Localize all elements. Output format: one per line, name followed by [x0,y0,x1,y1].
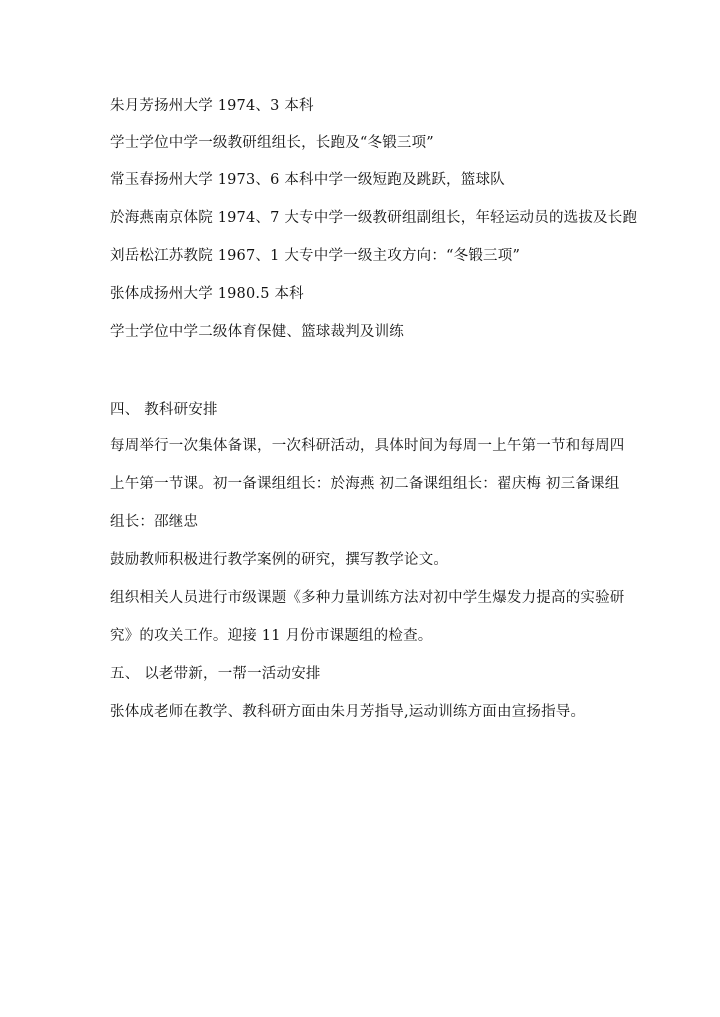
staff-line-6: 张体成扬州大学 1980.5 本科 [110,286,304,302]
section4-para3-line1: 组织相关人员进行市级课题《多种力量训练方法对初中学生爆发力提高的实验研 [110,590,625,606]
section4-heading: 四、 教科研安排 [110,402,218,418]
staff-line-4: 於海燕南京体院 1974、7 大专中学一级教研组副组长，年轻运动员的选拔及长跑 [110,210,638,226]
staff-line-5: 刘岳松江苏教院 1967、1 大专中学一级主攻方向：“冬锻三项” [110,248,521,264]
section4-para1-line2: 上午第一节课。初一备课组组长：於海燕 初二备课组组长：翟庆梅 初三备课组 [110,476,620,492]
section4-para1-line1: 每周举行一次集体备课，一次科研活动，具体时间为每周一上午第一节和每周四 [110,438,625,454]
staff-line-3: 常玉春扬州大学 1973、6 本科中学一级短跑及跳跃，篮球队 [110,172,505,188]
section5-heading: 五、 以老带新，一帮一活动安排 [110,666,321,682]
section4-para2: 鼓励教师积极进行教学案例的研究，撰写教学论文。 [110,552,449,568]
staff-line-1: 朱月芳扬州大学 1974、3 本科 [110,98,314,114]
staff-line-2: 学士学位中学一级教研组组长，长跑及“冬锻三项” [110,135,434,151]
section5-para1: 张体成老师在教学、教科研方面由朱月芳指导,运动训练方面由宣扬指导。 [110,704,586,720]
staff-line-7: 学士学位中学二级体育保健、篮球裁判及训练 [110,324,404,340]
section4-para1-line3: 组长：邵继忠 [110,514,199,530]
section4-para3-line2: 究》的攻关工作。迎接 11 月份市课题组的检查。 [110,628,433,644]
